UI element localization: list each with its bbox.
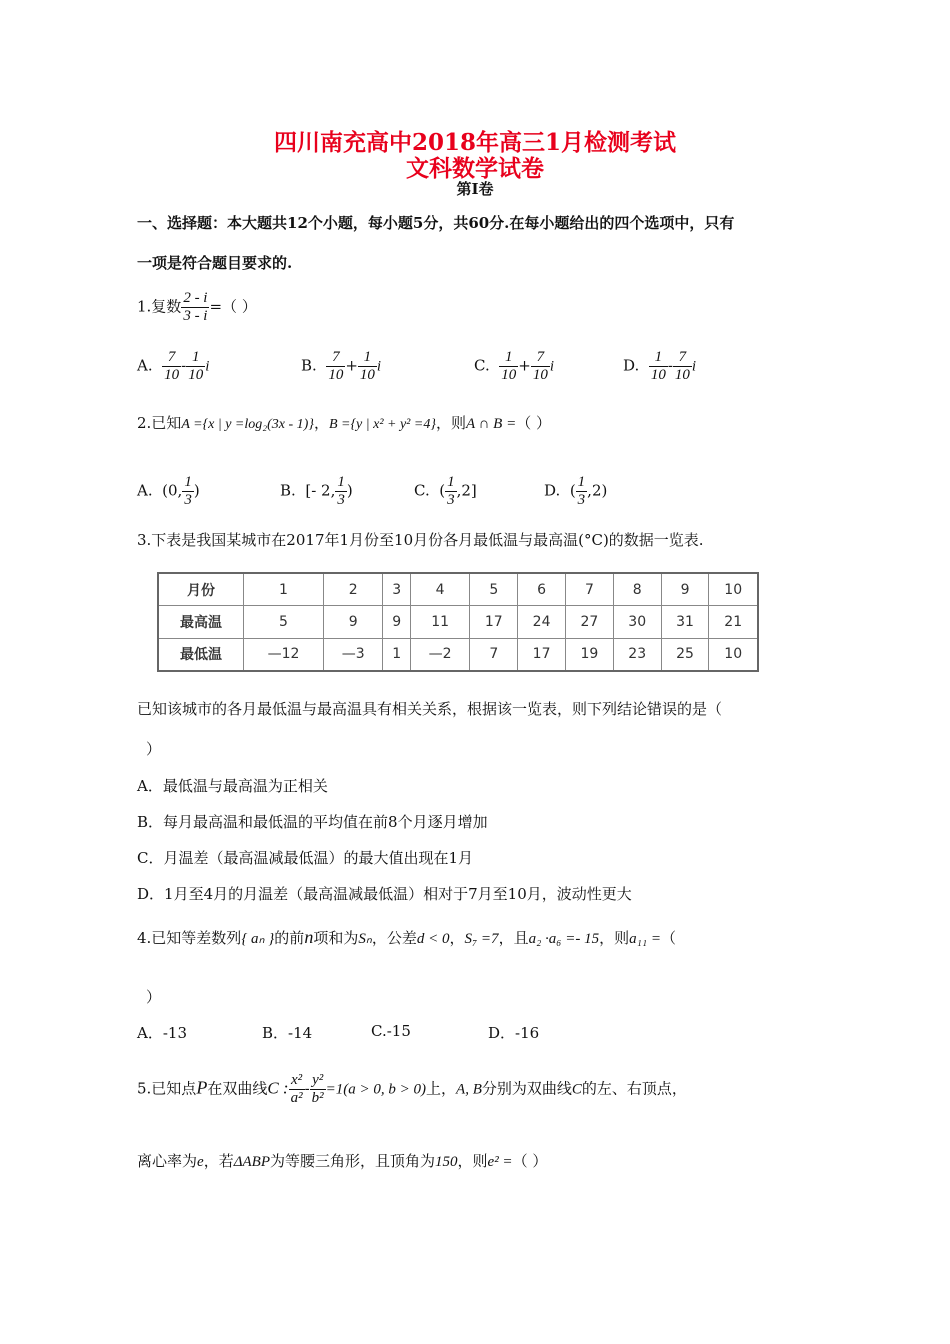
q3-option-d: D．1月至4月的月温差（最高温减最低温）相对于7月至10月，波动性更大	[137, 885, 632, 903]
q3-question-line2: ）	[146, 740, 162, 758]
q2-option-d: D. ( $\frac{1}{3}$ ,2)	[544, 474, 608, 508]
q4-option-d: D．-16	[488, 1024, 540, 1042]
section-header-line1: 一、选择题：本大题共12个小题，每小题5分，共60分.在每小题给出的四个选项中，只有	[137, 214, 735, 232]
exam-subtitle: 文科数学试卷	[406, 155, 544, 182]
q1-option-b: B. $\frac{7}{10}$ + $\frac{1}{10}$ i	[301, 349, 382, 383]
q2-set-b: B ={y | x² + y² =4}	[328, 417, 436, 432]
q2-set-a: A ={x | y =log₂(3x - 1)}	[181, 417, 314, 432]
q3-question-line1: 已知该城市的各月最低温与最高温具有相关关系，根据该一览表，则下列结论错误的是（	[137, 700, 723, 718]
q1-option-d: D. $\frac{1}{10}$ - $\frac{7}{10}$ i	[623, 349, 697, 383]
question-2: 2.已知A ={x | y =log₂(3x - 1)}，B ={y | x² + y² =4}，则A ∩ B =（ ）	[137, 414, 551, 432]
q3-option-c: C．月温差（最高温减最低温）的最大值出现在1月	[137, 849, 474, 867]
q2-option-a: A. (0, $\frac{1}{3}$ )	[137, 474, 200, 508]
q4-option-b: B．-14	[262, 1024, 313, 1042]
q1-stem: 1.复数	[137, 297, 182, 316]
volume-label: 第Ⅰ卷	[456, 180, 494, 198]
q4-option-a: A．-13	[137, 1024, 187, 1042]
section-header-line2: 一项是符合题目要求的.	[137, 254, 293, 272]
table-row: 最高温 5 9 9 11 17 24 27 30 31 21	[158, 606, 758, 638]
question-5: 5.已知点P在双曲线C : $\frac{\text{x²}}{\text{a²}}$ - $\frac{\text{y²}}{\text{b²}}$ =1(a > 0, b > 0)上，A, B分别为双曲线C的左、右顶点，	[137, 1072, 687, 1106]
q4-sequence: { aₙ }	[241, 931, 275, 947]
q1-option-a: A. $\frac{7}{10}$ - $\frac{1}{10}$ i	[137, 349, 210, 383]
exam-title: 四川南充高中2018年高三1月检测考试	[273, 129, 677, 156]
q4-line2: ）	[146, 988, 162, 1006]
q1-fraction: $\frac{2 - i}{3 - i}$	[183, 290, 208, 324]
q3-option-a: A．最低温与最高温为正相关	[137, 777, 328, 795]
q1-option-c: C. $\frac{1}{10}$ + $\frac{7}{10}$ i	[474, 349, 555, 383]
q2-option-c: C. ( $\frac{1}{3}$ ,2]	[414, 474, 477, 508]
question-4: 4.已知等差数列{ aₙ }的前n项和为Sₙ，公差d < 0，S₇ =7，且a₂ ·a₆ =- 15，则a₁₁ =（	[137, 927, 676, 947]
table-row: 最低温 —12 —3 1 —2 7 17 19 23 25 10	[158, 638, 758, 671]
q5-line2: 离心率为e，若ΔABP为等腰三角形，且顶角为150，则e² =（ ）	[137, 1152, 548, 1170]
table-row: 月份 1 2 3 4 5 6 7 8 9 10	[158, 573, 758, 606]
q2-option-b: B. [- 2, $\frac{1}{3}$ )	[280, 474, 353, 508]
question-1	[137, 290, 257, 325]
q2-expr: A ∩ B =	[465, 416, 517, 432]
q3-option-b: B．每月最高温和最低温的平均值在前8个月逐月增加	[137, 813, 488, 831]
temperature-table	[157, 572, 759, 672]
q1-tail: =（ ）	[209, 297, 257, 316]
q4-option-c: C.-15	[371, 1022, 411, 1040]
q3-stem: 3.下表是我国某城市在2017年1月份至10月份各月最低温与最高温(°C)的数据一览表.	[137, 531, 704, 549]
